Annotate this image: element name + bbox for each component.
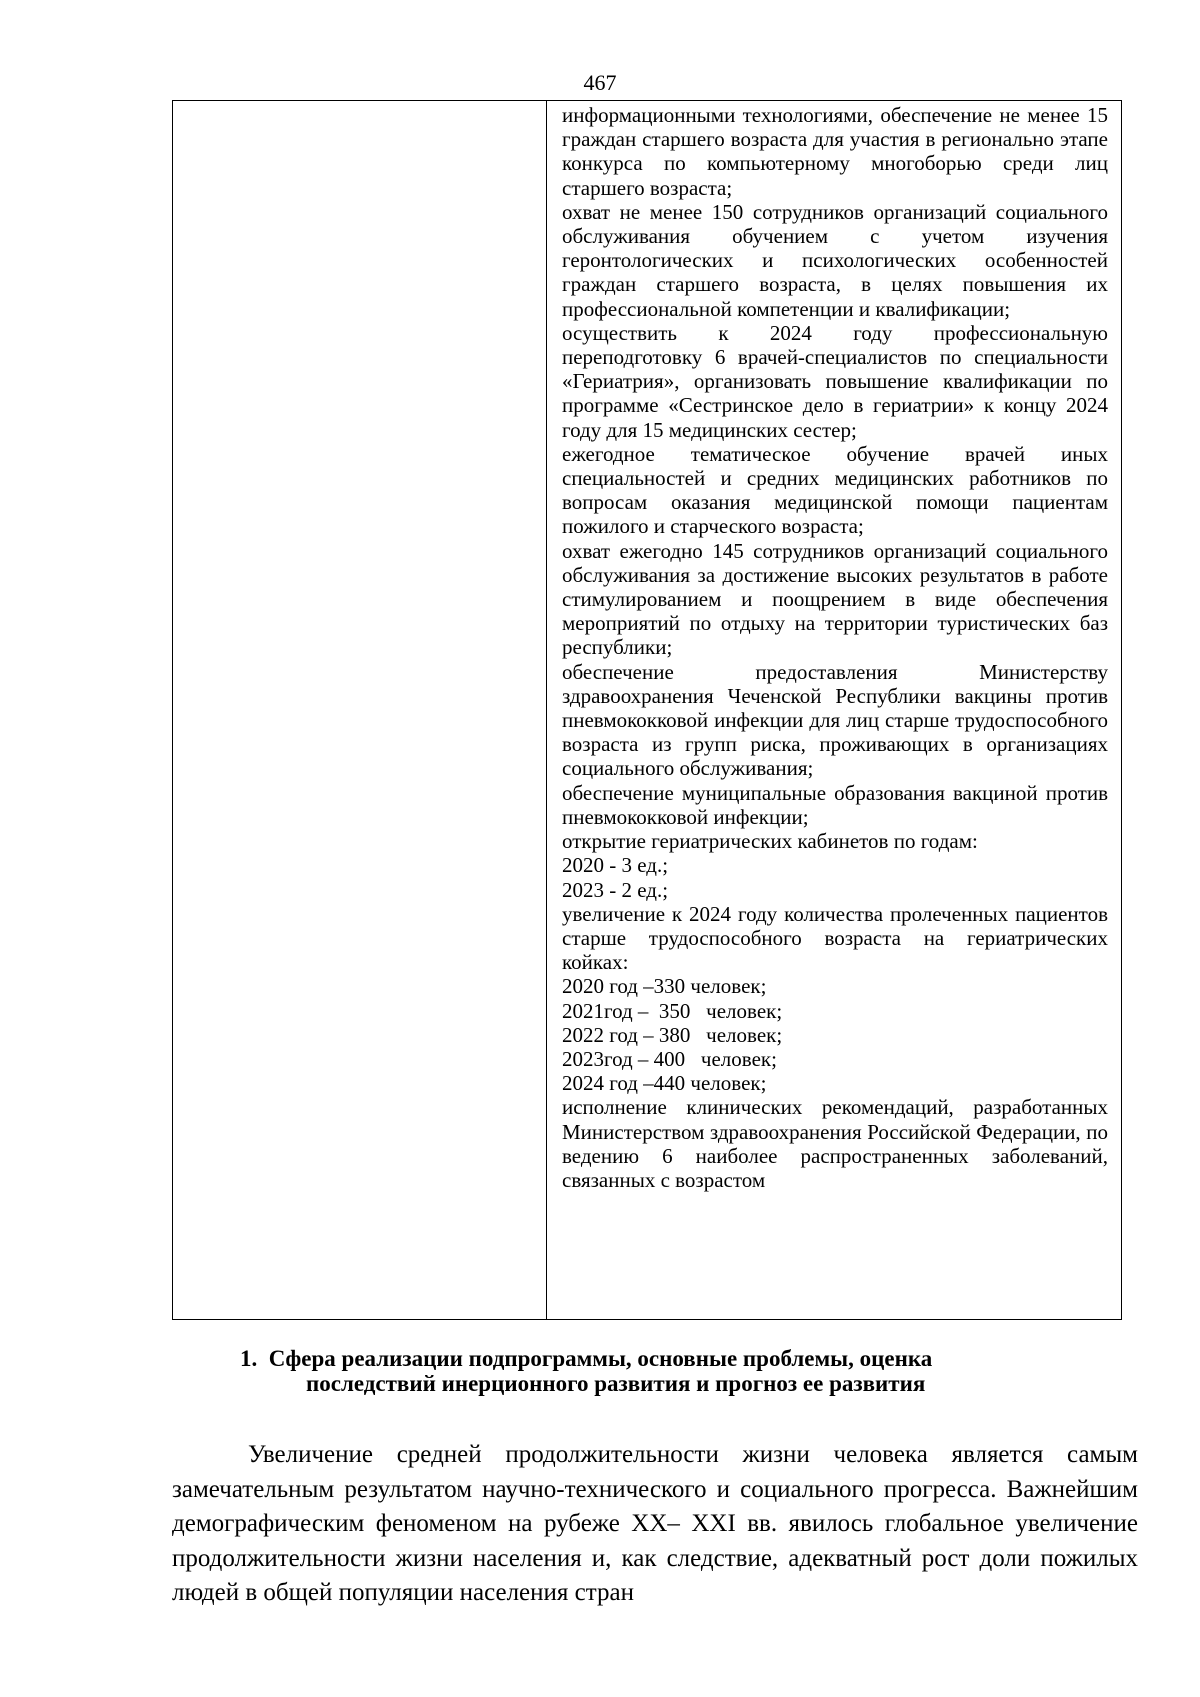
body-paragraph: Увеличение средней продолжительности жизни человека является самым замечательным результатом научно-технического и социального прогресса. Важнейшим демографическим феноменом на рубеже XX– XXI вв. явилось глобальное увеличение продолжительности жизни населения и, как следствие, адекватный рост доли пожилых людей в общей популяции населения стран xyxy=(172,1441,1138,1606)
section-title-part-2: последствий инерционного развития и прогноз ее развития xyxy=(306,1371,926,1396)
table-paragraph: обеспечение муниципальные образования вакциной против пневмококковой инфекции; xyxy=(562,780,1108,829)
table-left-cell xyxy=(173,101,546,1319)
table-paragraph: 2020 год –330 человек; xyxy=(562,974,767,999)
table-paragraph: открытие гериатрических кабинетов по годам: xyxy=(562,829,978,854)
section-heading-line-1 xyxy=(220,1346,1100,1371)
table-paragraph: 2024 год –440 человек; xyxy=(562,1071,767,1096)
table-paragraph: 2022 год – 380 человек; xyxy=(562,1022,783,1047)
table-paragraph: ежегодное тематическое обучение врачей иных специальностей и средних медицинских работников по вопросам оказания медицинской помощи пациентам пожилого и старческого возраста; xyxy=(562,441,1108,539)
program-table xyxy=(172,100,1122,1320)
table-paragraph: информационными технологиями, обеспечение не менее 15 граждан старшего возраста для участия в регионально этапе конкурса по компьютерному многоборью среди лиц старшего возраста; xyxy=(562,103,1108,200)
section-heading xyxy=(220,1346,1100,1396)
section-title-part-1: Сфера реализации подпрограммы, основные проблемы, оценка xyxy=(268,1346,933,1371)
table-paragraph: 2020 - 3 ед.; xyxy=(562,853,669,878)
table-paragraph: охват не менее 150 сотрудников организаций социального обслуживания обучением с учетом изучения геронтологических и психологических особенностей граждан старшего возраста, в целях повышения их профессиональной компетенции и квалификации; xyxy=(562,199,1108,321)
body-text xyxy=(172,1438,1138,1611)
section-number: 1. xyxy=(240,1346,258,1371)
table-paragraph: 2021год – 350 человек; xyxy=(562,998,783,1023)
table-paragraph: исполнение клинических рекомендаций, разработанных Министерством здравоохранения Российской Федерации, по ведению 6 наиболее распространенных заболеваний, связанных с возрастом xyxy=(562,1095,1108,1192)
table-paragraph: охват ежегодно 145 сотрудников организаций социального обслуживания за достижение высоких результатов в работе стимулированием и поощрением в виде обеспечения мероприятий по отдыху на территории туристических баз республики; xyxy=(562,538,1108,660)
table-column-divider xyxy=(546,101,547,1319)
table-paragraph: увеличение к 2024 году количества пролеченных пациентов старше трудоспособного возраста на гериатрических койках: xyxy=(562,901,1108,975)
table-paragraph: обеспечение предоставления Министерству здравоохранения Чеченской Республики вакцины против пневмококковой инфекции для лиц старше трудоспособного возраста из групп риска, проживающих в организациях социального обслуживания; xyxy=(562,659,1108,781)
table-right-cell xyxy=(562,103,1108,1192)
table-paragraph: осуществить к 2024 году профессиональную переподготовку 6 врачей-специалистов по специальности «Гериатрия», организовать повышение квалификации по программе «Сестринское дело в гериатрии» к концу 2024 году для 15 медицинских сестер; xyxy=(562,320,1108,442)
table-paragraph: 2023 - 2 ед.; xyxy=(562,877,669,902)
page-number: 467 xyxy=(583,70,617,95)
table-paragraph: 2023год – 400 человек; xyxy=(562,1046,777,1071)
